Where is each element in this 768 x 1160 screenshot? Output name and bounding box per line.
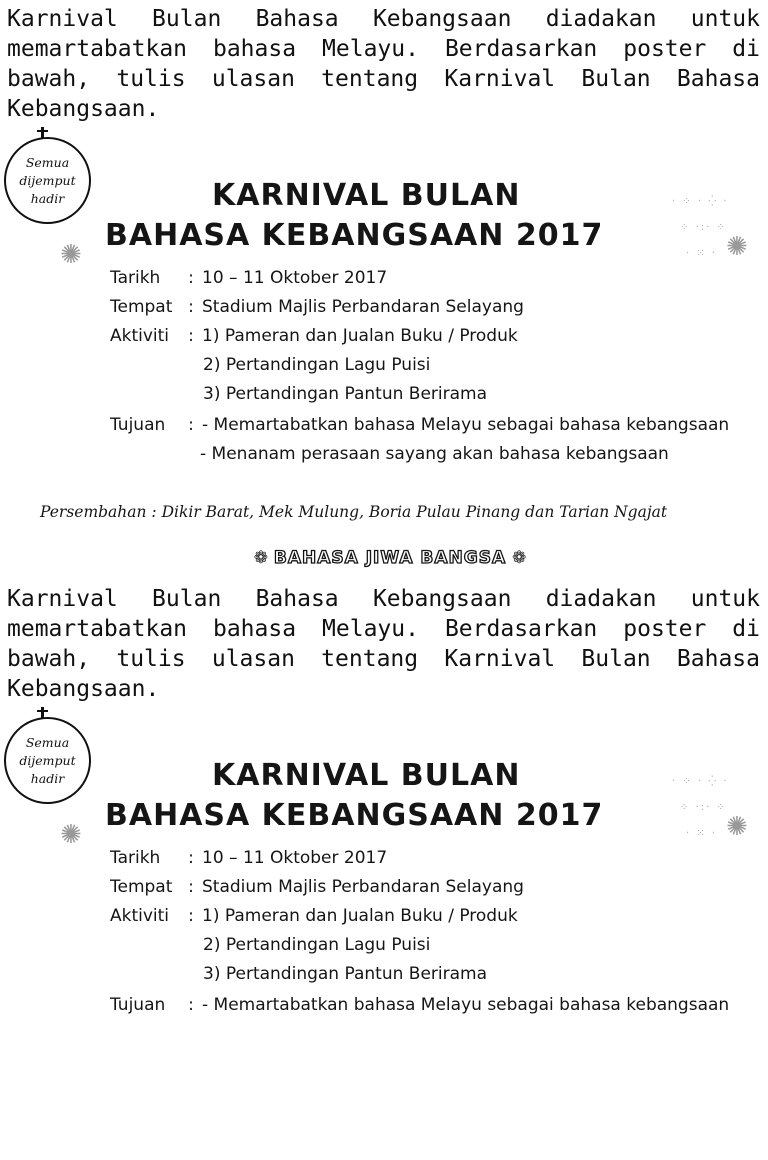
detail-value: Stadium Majlis Perbandaran Selayang xyxy=(202,297,524,317)
flower-burst-icon: ✺ xyxy=(60,820,82,850)
detail-colon: : xyxy=(188,268,194,288)
sparkle-dots-icon: ⁘ ·:· ⁘ xyxy=(680,222,727,233)
activity-item: 2) Pertandingan Lagu Puisi xyxy=(203,355,431,375)
detail-colon: : xyxy=(188,297,194,317)
detail-label: Aktiviti xyxy=(110,326,170,346)
detail-value: 10 – 11 Oktober 2017 xyxy=(202,848,388,868)
badge-line: hadir xyxy=(30,190,65,206)
invitation-badge xyxy=(4,137,91,224)
invitation-badge xyxy=(4,717,91,804)
activity-item: 2) Pertandingan Lagu Puisi xyxy=(203,935,431,955)
sparkle-dots-icon: · ⁙ · xyxy=(686,248,718,259)
slogan-footer xyxy=(200,548,580,568)
detail-row-tarikh xyxy=(110,268,387,288)
detail-label: Tempat xyxy=(110,297,173,317)
detail-row-tujuan xyxy=(110,995,729,1015)
instruction-line: Karnival Bulan Bahasa Kebangsaan diadakan untuk xyxy=(7,586,760,612)
sparkle-dots-icon: ⁘ ·:· ⁘ xyxy=(680,802,727,813)
activity-item: 1) Pameran dan Jualan Buku / Produk xyxy=(202,326,518,346)
activity-item: 3) Pertandingan Pantun Berirama xyxy=(203,964,487,984)
detail-label: Tujuan xyxy=(110,995,166,1015)
badge-line: dijemput xyxy=(19,752,76,768)
detail-value: 10 – 11 Oktober 2017 xyxy=(202,268,388,288)
poster-title-line1: KARNIVAL BULAN xyxy=(212,758,521,793)
slogan-text: BAHASA JIWA BANGSA xyxy=(273,548,507,568)
detail-row-tempat xyxy=(110,877,524,897)
badge-line: Semua xyxy=(25,734,70,750)
detail-colon: : xyxy=(188,906,194,926)
detail-label: Tarikh xyxy=(110,268,161,288)
detail-label: Aktiviti xyxy=(110,906,170,926)
badge-line: Semua xyxy=(25,154,70,170)
detail-colon: : xyxy=(188,848,194,868)
detail-row-tempat xyxy=(110,297,524,317)
instruction-line: Karnival Bulan Bahasa Kebangsaan diadakan untuk xyxy=(7,6,760,32)
instruction-line: memartabatkan bahasa Melayu. Berdasarkan poster di xyxy=(7,36,760,62)
detail-value: Stadium Majlis Perbandaran Selayang xyxy=(202,877,524,897)
poster-title-line2: BAHASA KEBANGSAAN 2017 xyxy=(105,218,604,253)
flower-burst-icon: ✺ xyxy=(60,240,82,270)
detail-label: Tarikh xyxy=(110,848,161,868)
instruction-line: bawah, tulis ulasan tentang Karnival Bulan Bahasa xyxy=(7,66,760,92)
sparkle-dots-icon: · ⁙ · xyxy=(686,828,718,839)
badge-line: hadir xyxy=(30,770,65,786)
instruction-line: memartabatkan bahasa Melayu. Berdasarkan poster di xyxy=(7,616,760,642)
instruction-text xyxy=(7,4,760,124)
detail-row-aktiviti xyxy=(110,326,518,346)
poster-title-line2: BAHASA KEBANGSAAN 2017 xyxy=(105,798,604,833)
instruction-line: Kebangsaan. xyxy=(7,96,160,122)
purpose-item: - Memartabatkan bahasa Melayu sebagai bahasa kebangsaan xyxy=(202,995,730,1015)
badge-line: dijemput xyxy=(19,172,76,188)
flower-burst-icon: ✺ xyxy=(726,232,748,262)
detail-row-aktiviti xyxy=(110,906,518,926)
flower-burst-icon: ✺ xyxy=(726,812,748,842)
sparkle-dots-icon: · ⁘ · ⁛ · xyxy=(672,776,729,787)
flower-icon: ❁ xyxy=(512,548,527,568)
instruction-line: Kebangsaan. xyxy=(7,676,160,702)
detail-colon: : xyxy=(188,877,194,897)
flower-icon: ❁ xyxy=(253,548,268,568)
instruction-text xyxy=(7,584,760,704)
poster-title-line1: KARNIVAL BULAN xyxy=(212,178,521,213)
detail-colon: : xyxy=(188,415,194,435)
worksheet-block-2 xyxy=(0,580,768,1160)
detail-row-tujuan xyxy=(110,415,729,435)
detail-label: Tujuan xyxy=(110,415,166,435)
detail-colon: : xyxy=(188,995,194,1015)
activity-item: 1) Pameran dan Jualan Buku / Produk xyxy=(202,906,518,926)
purpose-item: - Memartabatkan bahasa Melayu sebagai bahasa kebangsaan xyxy=(202,415,730,435)
purpose-item: - Menanam perasaan sayang akan bahasa kebangsaan xyxy=(200,444,669,464)
detail-colon: : xyxy=(188,326,194,346)
activity-item: 3) Pertandingan Pantun Berirama xyxy=(203,384,487,404)
sparkle-dots-icon: · ⁘ · ⁛ · xyxy=(672,196,729,207)
detail-row-tarikh xyxy=(110,848,387,868)
performance-line: Persembahan : Dikir Barat, Mek Mulung, Boria Pulau Pinang dan Tarian Ngajat xyxy=(40,503,668,521)
detail-label: Tempat xyxy=(110,877,173,897)
instruction-line: bawah, tulis ulasan tentang Karnival Bulan Bahasa xyxy=(7,646,760,672)
